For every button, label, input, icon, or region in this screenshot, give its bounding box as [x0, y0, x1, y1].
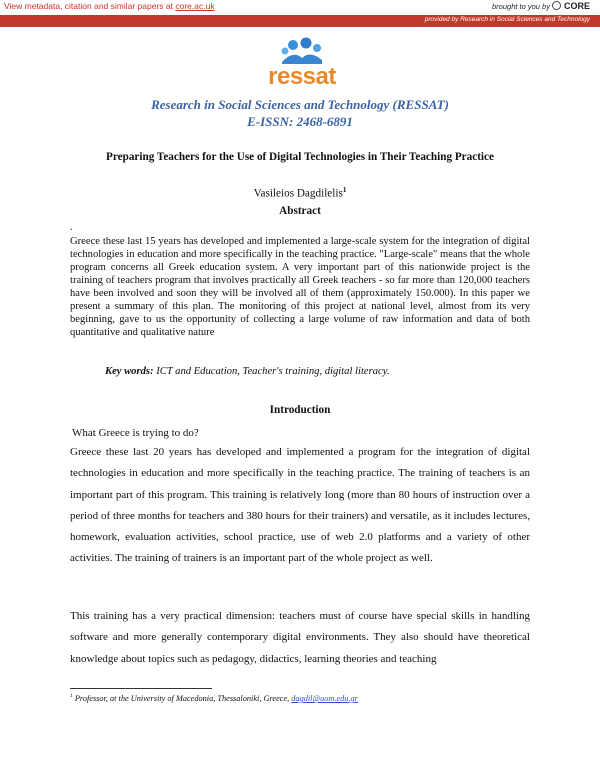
author-line: [0, 186, 600, 200]
keywords-line: [105, 366, 389, 377]
provided-by-text: provided by Research in Social Sciences and Technology: [424, 16, 590, 23]
author-footnote-mark: 1: [342, 186, 347, 194]
brought-by-text: brought to you by: [492, 2, 550, 11]
abstract-heading: Abstract: [279, 205, 321, 217]
footnote-mark: 1: [70, 693, 73, 699]
brought-by-core[interactable]: [492, 1, 590, 11]
logo-part-sat: sat: [302, 63, 336, 90]
introduction-heading: Introduction: [269, 404, 331, 416]
core-metadata-link[interactable]: [4, 1, 215, 11]
footnote: [70, 693, 358, 703]
people-group-icon: [262, 36, 342, 66]
intro-paragraph-2: This training has a very practical dimension: teachers must of course have special skills in handling software and more generally contemporary digital environments. They also should have theoretical knowledge about topics such as pedagogy, didactics, learning theories and teaching: [70, 610, 530, 665]
journal-issn: E-ISSN: 2468-6891: [247, 114, 353, 129]
author-name: Vasileios Dagdilelis: [253, 187, 343, 200]
journal-name: Research in Social Sciences and Technology (RESSAT): [151, 97, 449, 112]
abstract-lead-dot: .: [70, 222, 73, 233]
keywords-text: ICT and Education, Teacher's training, digital literacy.: [153, 366, 390, 377]
footnote-text: Professor, at the University of Macedonia, Thessaloniki, Greece,: [72, 693, 292, 703]
abstract-text: Greece these last 15 years has developed and implemented a large-scale system for the integration of digital technologies in education and more specifically in the teaching practice. "Large-scale" means that the whole program concerns all Greek education system. A very important part of this nationwide project is the training of teachers program that involves practically all Greek teachers - so far more than 120,000 teachers have been involved and soon they will be involved all of them (approximately 150.000). In this paper we present a summary of this plan. The monitoring of this project at national level, almost from its very beginning, gave to us the opportunity of collecting a large volume of raw information and data of both quantitative and qualitative nature: [70, 236, 530, 338]
logo-part-res: res: [268, 63, 303, 90]
keywords-label: Key words:: [105, 366, 154, 377]
author-email-link[interactable]: dagdil@uom.edu.gr: [291, 693, 358, 703]
core-logo: CORE: [563, 1, 590, 11]
core-host-link[interactable]: core.ac.uk: [175, 1, 215, 11]
footnote-divider: [70, 688, 212, 689]
core-link-text: View metadata, citation and similar papers at: [4, 1, 176, 11]
paper-title: Preparing Teachers for the Use of Digital Technologies in Their Teaching Practice: [106, 151, 494, 163]
core-banner: [0, 0, 600, 15]
provided-by-bar: [0, 15, 600, 27]
ressat-logo: [262, 36, 342, 92]
core-icon: [552, 1, 561, 10]
intro-question: What Greece is trying to do?: [72, 427, 199, 439]
logo-wordmark: [262, 63, 342, 91]
intro-paragraph-1: Greece these last 20 years has developed and implemented a program for the integration of digital technologies in education and more specifically in the teaching practice. The training of teachers is an important part of this program. This training is relatively long (more than 80 hours of instruction over a period of three months for teachers and 380 hours for their trainers) and versatile, as it includes lectures, homework, evaluation activities, school practice, use of web 2.0 platforms and a variety of other activities. The training of trainers is an important part of the whole project as well.: [70, 446, 530, 565]
